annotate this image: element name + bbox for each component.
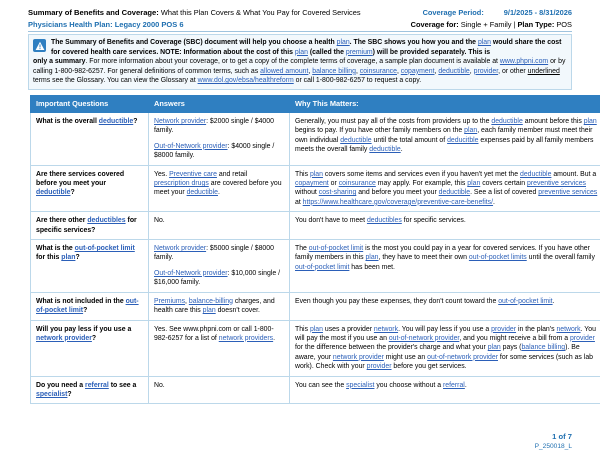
- answer-text: and retail: [216, 170, 248, 178]
- question-link-out-of-pocket-limit[interactable]: out-of-pocket limit: [36, 297, 139, 315]
- why-link-out-of-pocket-limit[interactable]: out-of-pocket limit: [498, 297, 553, 305]
- answer-link-out-of-network-provider[interactable]: Out-of-Network provider: [154, 142, 228, 150]
- question-link-deductible[interactable]: deductible: [98, 118, 134, 125]
- coverage-for-value: Single + Family |: [458, 20, 518, 29]
- why-text: Generally, you must pay all of the costs from providers up to the: [295, 118, 492, 125]
- why-text: amount. But a: [551, 170, 597, 178]
- why-cell: [290, 376, 600, 404]
- question-cell: [31, 113, 149, 166]
- answer-text: Yes.: [154, 170, 170, 178]
- why-link-plan[interactable]: plan: [309, 170, 323, 178]
- plan-name: Physicians Health Plan: Legacy 2000 POS 6: [28, 20, 184, 29]
- answer-text: .: [217, 189, 220, 197]
- question-link-network-provider[interactable]: network provider: [36, 334, 92, 342]
- why-link-deductible[interactable]: deductible: [491, 118, 523, 125]
- why-text: for some services (such as lab work). Check with your: [295, 353, 593, 371]
- why-link-balance-billing[interactable]: balance billing: [521, 344, 566, 352]
- why-link-plan[interactable]: plan: [583, 118, 597, 125]
- intro-sep-4: ,: [434, 67, 439, 75]
- table-row: [31, 292, 600, 320]
- why-link-preventive-services[interactable]: preventive services: [527, 180, 586, 188]
- document-subtitle: What this Plan Covers & What You Pay for Covered Services: [158, 8, 361, 17]
- intro-link-phpni-site[interactable]: www.phpni.com: [499, 58, 549, 66]
- intro-link-allowed-amount[interactable]: allowed amount: [260, 67, 309, 75]
- intro-sep-2: ,: [355, 67, 360, 75]
- why-text: and before you meet your: [356, 189, 439, 197]
- answer-cell: No.: [149, 376, 290, 404]
- intro-link-plan-2[interactable]: plan: [477, 39, 491, 46]
- table-header-row: [31, 96, 600, 113]
- why-text: at: [295, 198, 303, 206]
- why-link-deductibles[interactable]: deductibles: [366, 217, 402, 225]
- why-text: This: [295, 325, 310, 333]
- why-text: . You will pay the most if you use an: [295, 325, 596, 342]
- question-text-b: ?: [70, 189, 75, 197]
- why-cell: [290, 113, 600, 166]
- answer-cell: [149, 240, 290, 293]
- answer-text: ,: [185, 297, 189, 305]
- why-text: pays (: [500, 344, 522, 352]
- why-cell: [290, 212, 600, 240]
- intro-link-copayment[interactable]: copayment: [400, 67, 435, 75]
- why-link-deductible[interactable]: deductible: [369, 146, 401, 154]
- why-text: or: [328, 180, 339, 188]
- coverage-period-block: [423, 8, 572, 18]
- why-link-network[interactable]: network: [373, 325, 399, 333]
- column-header-why-this-matters: Why This Matters:: [290, 96, 600, 113]
- intro-underlined-word: underlined: [527, 67, 560, 75]
- why-text: . See a list of covered: [470, 189, 539, 197]
- question-link-referral[interactable]: referral: [85, 381, 109, 389]
- answer-text: doesn't cover.: [215, 307, 260, 315]
- why-text: begins to pay. If you have other family members on the: [295, 127, 465, 135]
- intro-text-continued: [33, 57, 567, 86]
- answer-text: .: [273, 334, 276, 342]
- why-cell: [290, 320, 600, 376]
- why-text: You don't have to meet: [295, 217, 367, 225]
- question-text-c: ?: [67, 390, 72, 398]
- document-header: [28, 8, 572, 30]
- why-text: You can see the: [295, 381, 347, 389]
- question-text-a: What is not included in the: [36, 297, 126, 305]
- answer-link-premiums[interactable]: Premiums: [154, 297, 186, 305]
- why-text: until the overall family: [526, 254, 595, 262]
- intro-panel: [28, 34, 572, 90]
- question-link-specialist[interactable]: specialist: [36, 390, 68, 398]
- why-text: in the plan's: [516, 325, 557, 333]
- why-cell: [290, 240, 600, 293]
- why-text: for the difference between the provider's charge and what your: [295, 344, 488, 352]
- answer-link-deductible[interactable]: deductible: [186, 189, 218, 197]
- intro-link-glossary[interactable]: www.dol.gov/ebsa/healthreform: [197, 77, 294, 85]
- why-link-coinsurance[interactable]: coinsurance: [338, 180, 376, 188]
- question-link-out-of-pocket-limit[interactable]: out-of-pocket limit: [74, 245, 135, 253]
- intro-sep-1: ,: [308, 67, 313, 75]
- page-number: 1 of 7: [552, 432, 572, 441]
- table-row: [31, 165, 600, 212]
- why-link-provider[interactable]: provider: [366, 363, 392, 371]
- question-text-a: Do you need a: [36, 381, 86, 389]
- why-link-plan[interactable]: plan: [464, 127, 478, 135]
- plan-type-label: Plan Type:: [517, 20, 555, 29]
- table-row: [31, 376, 600, 404]
- why-text: amount before this: [522, 118, 584, 125]
- answer-cell: [149, 113, 290, 166]
- question-text-b: ?: [83, 307, 88, 315]
- question-text-a: Will you pay less if you use a: [36, 325, 132, 333]
- answer-link-plan[interactable]: plan: [202, 307, 216, 315]
- question-text-c: ?: [75, 254, 80, 262]
- intro-line1-e: ) will be provided separately. This is: [372, 48, 491, 56]
- why-link-deductible[interactable]: deductible: [340, 136, 372, 144]
- why-link-preventive-services[interactable]: preventive services: [538, 189, 598, 197]
- why-text: ). Be aware, your: [295, 344, 580, 361]
- answer-cell: No.: [149, 212, 290, 240]
- why-text: , each family member must meet their own individual: [295, 127, 593, 144]
- header-title-block: [28, 8, 361, 18]
- question-text-b: ?: [91, 334, 97, 342]
- header-divider: [28, 31, 572, 32]
- why-link-provider[interactable]: provider: [491, 325, 517, 333]
- question-cell: [31, 212, 149, 240]
- answer-text: Yes. See www.phpni.com or call 1-800-982-6257 for a list of: [154, 325, 274, 342]
- question-text-a: Are there services covered before you meet your: [36, 170, 125, 188]
- benefits-questions-table: [30, 95, 600, 404]
- why-link-out-of-network-provider[interactable]: out-of-network provider: [388, 334, 460, 342]
- why-text: covers some items and services even if you haven't yet met the: [322, 170, 520, 178]
- answer-link-network-providers[interactable]: network providers: [218, 334, 274, 342]
- question-text-b: for this: [36, 254, 62, 262]
- answer-link-network-provider[interactable]: Network provider: [154, 245, 207, 253]
- why-text: for specific services.: [401, 217, 466, 225]
- intro-link-plan-3[interactable]: plan: [294, 48, 308, 56]
- coverage-period-label: Coverage Period:: [422, 8, 484, 17]
- answer-cell: [149, 292, 290, 320]
- intro-line3-b: terms see the Glossary. You can view the Glossary at: [33, 77, 198, 85]
- answer-link-balance-billing[interactable]: balance-billing: [188, 297, 233, 305]
- intro-sep-3: ,: [396, 67, 401, 75]
- document-title: Summary of Benefits and Coverage:: [28, 8, 159, 17]
- why-text: , and you might receive a bill from a: [459, 334, 571, 342]
- why-text: without: [295, 189, 319, 197]
- question-link-deductible[interactable]: deductible: [36, 189, 71, 197]
- intro-only-summary: only a summary: [33, 58, 86, 66]
- question-text-a: What is the: [36, 245, 75, 253]
- why-text: covers certain: [480, 180, 528, 188]
- why-text: The: [295, 245, 309, 253]
- why-link-deductible[interactable]: deductible: [520, 170, 552, 178]
- question-cell: [31, 292, 149, 320]
- why-link-out-of-pocket-limit[interactable]: out-of-pocket limit: [295, 263, 350, 271]
- why-link-out-of-pocket-limit[interactable]: out-of-pocket limit: [308, 245, 364, 253]
- plan-type-value: POS: [554, 20, 572, 29]
- question-text-b: ?: [133, 118, 138, 125]
- why-link-network-provider[interactable]: network provider: [332, 353, 384, 361]
- question-text-a: Are there other: [36, 217, 88, 225]
- why-link-deductible[interactable]: deducitble: [447, 136, 479, 144]
- coverage-period-value: 9/1/2025 - 8/31/2026: [503, 8, 572, 17]
- intro-line1-d: (called the: [307, 48, 346, 56]
- why-text: has been met.: [349, 263, 395, 271]
- intro-line1-b: . The SBC shows you how you and the: [349, 39, 478, 46]
- why-text: until the total amount of: [371, 136, 448, 144]
- why-text: you choose without a: [374, 381, 444, 389]
- why-link-out-of-network-provider[interactable]: out-of-network provider: [427, 353, 499, 361]
- column-header-important-questions: Important Questions: [31, 96, 149, 113]
- table-row: [31, 240, 600, 293]
- why-text: .: [464, 381, 467, 389]
- question-cell: [31, 165, 149, 212]
- answer-cell: [149, 320, 290, 376]
- intro-link-provider[interactable]: provider: [473, 67, 499, 75]
- answer-link-preventive-care[interactable]: Preventive care: [169, 170, 217, 178]
- why-link-network[interactable]: network: [556, 325, 581, 333]
- why-text: uses a provider: [322, 325, 374, 333]
- question-cell: [31, 320, 149, 376]
- column-header-answers: Answers: [149, 96, 290, 113]
- intro-line3-c: or call 1-800-982-6257 to request a copy.: [293, 77, 422, 85]
- question-text-a: What is the overall: [36, 118, 99, 125]
- intro-line1-a: The Summary of Benefits and Coverage (SBC) document will help you choose a health: [51, 39, 337, 46]
- question-text-b: to see a: [108, 381, 137, 389]
- intro-line3-a: , or other: [498, 67, 528, 75]
- document-code: P_250018_L: [534, 443, 572, 450]
- why-link-cost-sharing[interactable]: cost-sharing: [318, 189, 357, 197]
- intro-link-coinsurance[interactable]: coinsurance: [359, 67, 397, 75]
- why-link-copayment[interactable]: copayment: [295, 180, 329, 188]
- why-link-deductible[interactable]: deductible: [438, 189, 471, 197]
- why-text: , they have to meet their own: [378, 254, 469, 262]
- intro-link-balance-billing[interactable]: balance billing: [312, 67, 356, 75]
- why-text: .: [552, 297, 555, 305]
- answer-text: charges, and health care this: [154, 297, 275, 315]
- intro-line2-b: or by calling 1-800-982-6257. For general definitions of common terms, such as: [33, 58, 566, 75]
- why-cell: [290, 165, 600, 212]
- intro-sep-5: ,: [469, 67, 474, 75]
- why-text: is the most you could pay in a year for covered services. If you have other family members in this: [295, 245, 590, 262]
- why-text: .: [400, 146, 403, 154]
- answer-text: are covered before you meet your: [154, 180, 282, 197]
- why-link-out-of-pocket-limits[interactable]: out-of-pocket limits: [468, 254, 527, 262]
- warning-triangle-icon: [33, 39, 46, 52]
- intro-link-plan-1[interactable]: plan: [336, 39, 350, 46]
- intro-link-deductible[interactable]: deductible: [438, 67, 470, 75]
- answer-text-out-of-network: : $10,000 single / $16,000 family.: [154, 269, 281, 287]
- why-text: might use an: [383, 353, 428, 361]
- answer-link-network-provider[interactable]: Network provider: [154, 118, 207, 125]
- question-cell: [31, 240, 149, 293]
- intro-link-premium[interactable]: premium: [345, 48, 373, 56]
- why-link-specialist[interactable]: specialist: [346, 381, 375, 389]
- intro-line2-a: . For more information about your coverage, or to get a copy of the complete terms of coverage, a sample plan document is available at: [85, 58, 500, 66]
- intro-line1-c: would share the cost for covered health care services. NOTE: Information about the cost of this: [51, 39, 562, 56]
- document-footer: [535, 432, 572, 451]
- why-text: . You will pay less if you use a: [398, 325, 492, 333]
- intro-text: [51, 38, 567, 57]
- answer-text-out-of-network: : $4000 single / $8000 family.: [154, 142, 275, 160]
- why-link-plan[interactable]: plan: [467, 180, 481, 188]
- why-cell: [290, 292, 600, 320]
- question-text-b: for specific services?: [36, 217, 137, 234]
- question-link-plan[interactable]: plan: [61, 254, 76, 262]
- why-text: expenses paid by all family members meets the overall family: [295, 136, 594, 154]
- table-row: [31, 113, 600, 166]
- why-link-referral[interactable]: referral: [443, 381, 465, 389]
- coverage-for-label: Coverage for:: [410, 20, 459, 29]
- table-row: [31, 320, 600, 376]
- why-link-plan[interactable]: plan: [487, 344, 501, 352]
- answer-link-out-of-network-provider[interactable]: Out-of-Network provider: [154, 269, 228, 277]
- answer-text-network: : $2000 single / $4000 family.: [154, 118, 274, 135]
- answer-link-prescription-drugs[interactable]: prescription drugs: [154, 180, 209, 188]
- answer-cell: [149, 165, 290, 212]
- why-text: may apply. For example, this: [375, 180, 468, 188]
- why-link-plan[interactable]: plan: [309, 325, 323, 333]
- question-cell: [31, 376, 149, 404]
- why-text: .: [493, 198, 495, 206]
- why-link-healthcare-gov[interactable]: https://www.healthcare.gov/coverage/preventive-care-benefits/: [302, 198, 494, 206]
- coverage-for-block: [411, 20, 572, 30]
- why-text: This: [295, 170, 310, 178]
- question-link-deductibles[interactable]: deductibles: [87, 217, 126, 225]
- why-text: Even though you pay these expenses, they don't count toward the: [295, 297, 499, 305]
- why-link-provider[interactable]: provider: [570, 334, 595, 342]
- answer-text-network: : $5000 single / $8000 family.: [154, 245, 274, 262]
- why-text: before you get services.: [391, 363, 467, 371]
- table-row: [31, 212, 600, 240]
- why-link-plan[interactable]: plan: [365, 254, 379, 262]
